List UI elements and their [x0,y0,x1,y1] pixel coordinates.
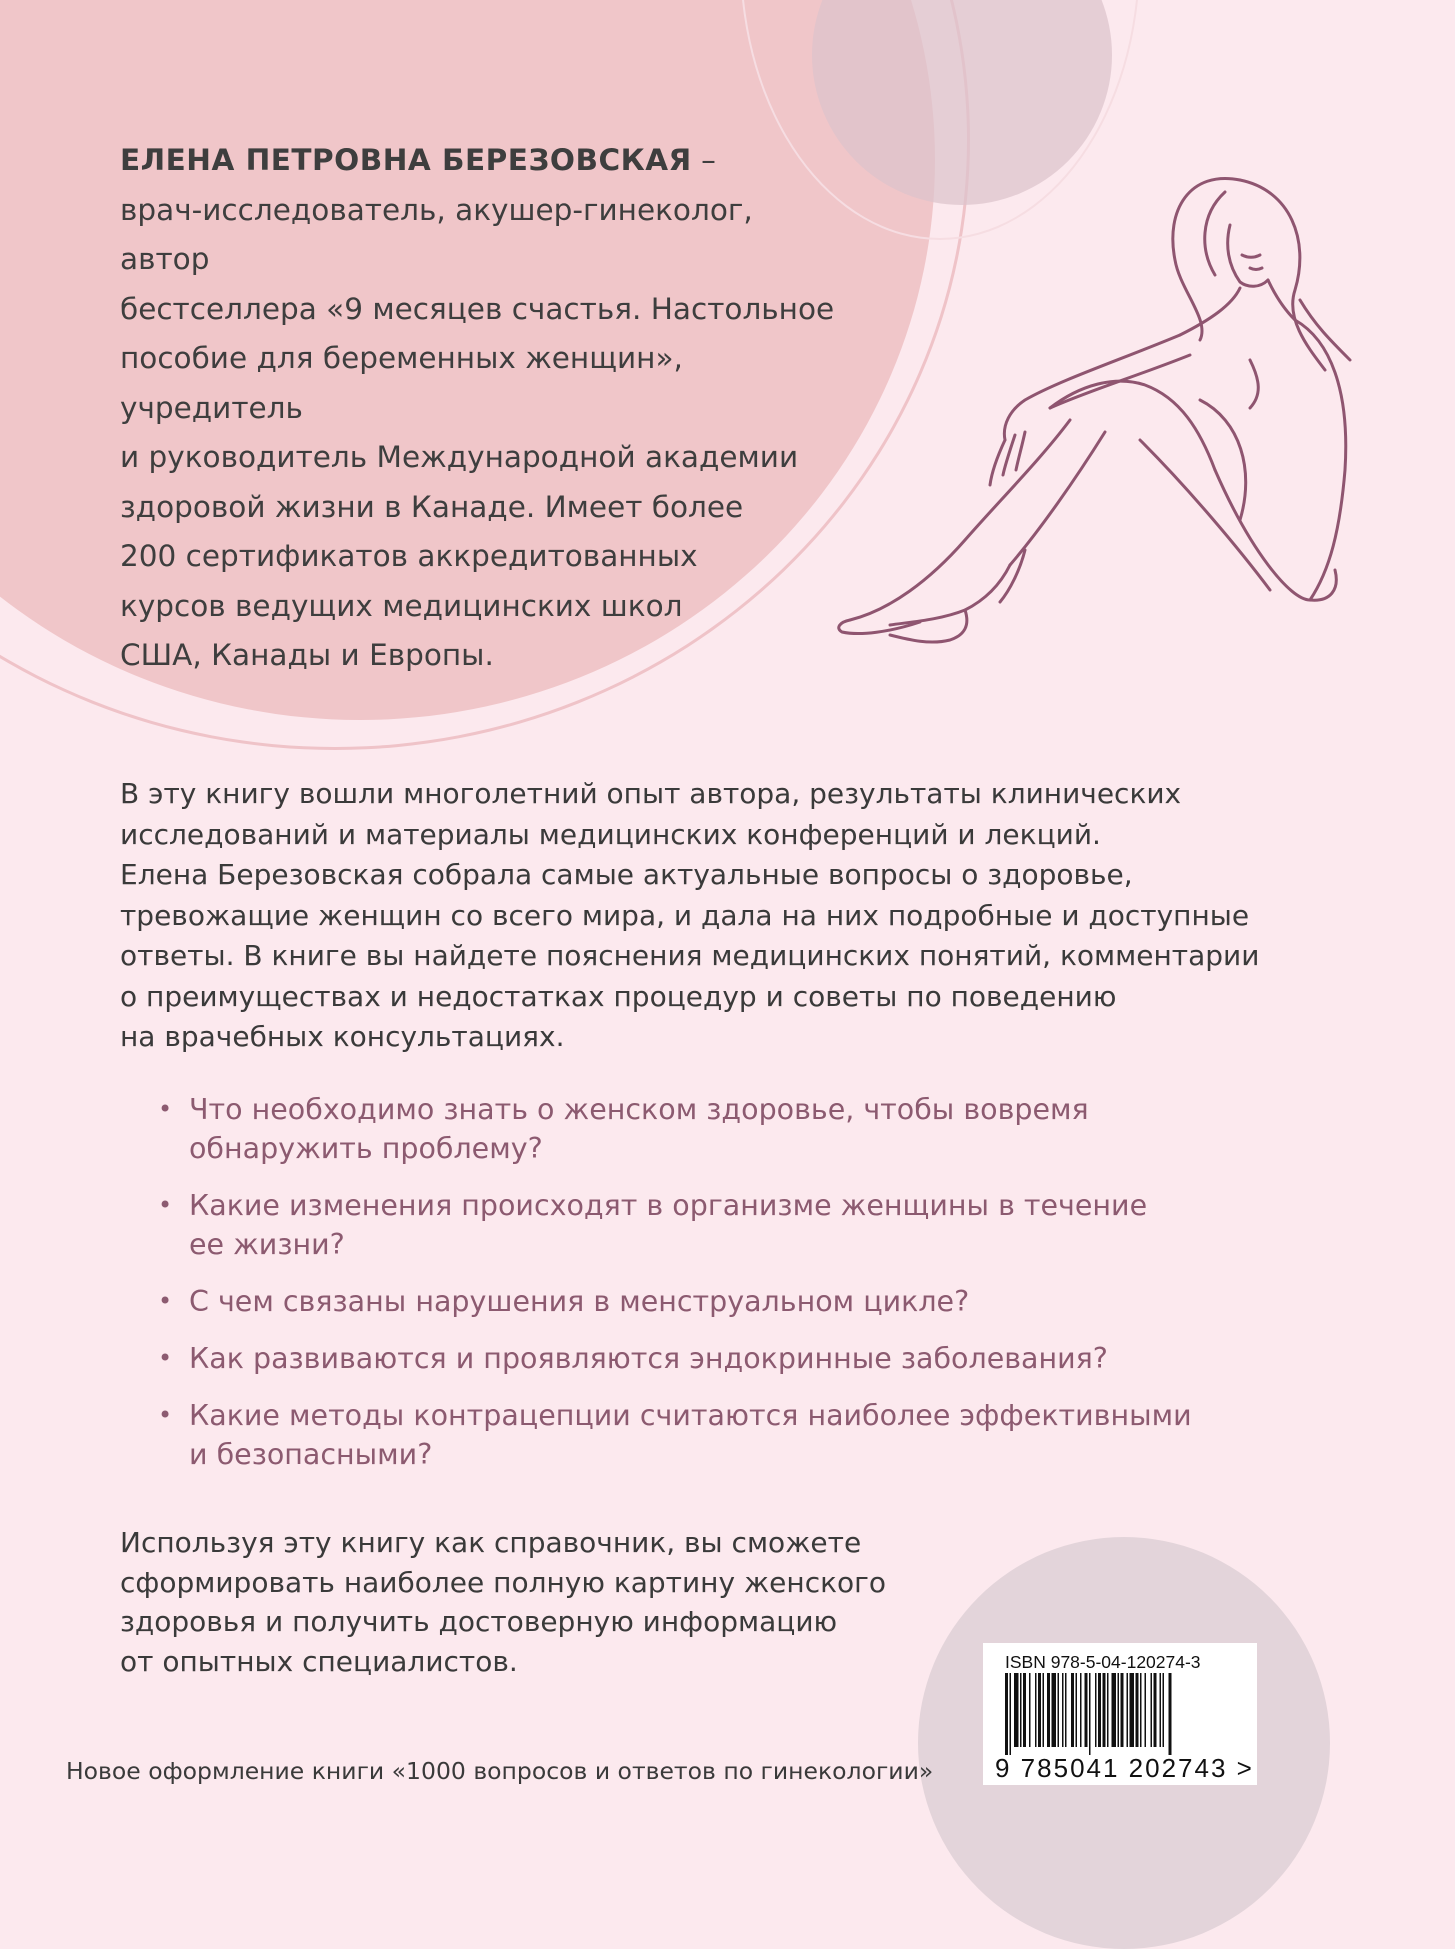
intro-line: ответы. В книге вы найдете пояснения медицинских понятий, комментарии [120,939,1260,972]
barcode-bar [1151,1673,1153,1747]
barcode-bar [1071,1673,1074,1747]
edition-note: Новое оформление книги «1000 вопросов и ответов по гинекологии» [66,1757,934,1785]
intro-line: о преимуществах и недостатках процедур и советы по поведению [120,979,1117,1013]
barcode-bar [1163,1673,1165,1747]
outro-line: от опытных специалистов. [120,1644,518,1678]
question-item [155,1186,1215,1264]
barcode-bar [1169,1673,1172,1755]
bio-line: США, Канады и Европы. [120,638,494,672]
bio-line: 200 сертификатов аккредитованных [120,539,698,573]
outro-line: здоровья и получить достоверную информацию [120,1605,838,1638]
question-line: ее жизни? [189,1228,345,1261]
author-heading [120,136,840,186]
author-name: ЕЛЕНА ПЕТРОВНА БЕРЕЗОВСКАЯ [120,143,692,177]
author-bio [120,136,840,681]
barcode-bar [1005,1673,1008,1755]
question-item [155,1396,1215,1474]
barcode-bar [1103,1673,1106,1747]
barcode-bar [1127,1673,1129,1747]
barcode-bar [1121,1673,1124,1747]
barcode-bar [1118,1673,1120,1747]
barcode-bar [1062,1673,1064,1747]
question-line: Что необходимо знать о женском здоровье, чтобы вовремя [189,1093,1089,1126]
questions-list [155,1090,1215,1492]
bullet-icon: • [158,1401,173,1429]
barcode-bar [1107,1673,1109,1747]
bio-line: курсов ведущих медицинских школ [120,588,683,623]
barcode-bar [1043,1673,1045,1747]
isbn-digits: 9 785041 202743 > [995,1753,1254,1783]
barcode-bar [1076,1673,1078,1747]
question-line: обнаружить проблему? [189,1132,543,1165]
question-item [155,1282,1215,1321]
barcode-bar [1010,1673,1012,1755]
question-line: С чем связаны нарушения в менструальном цикле? [189,1285,970,1318]
question-line: Какие методы контрацепции считаются наиболее эффективными [189,1399,1192,1432]
barcode-bar [1052,1673,1057,1747]
intro-paragraph [120,774,1260,1058]
barcode-bar [1112,1673,1117,1747]
barcode-bar [1047,1673,1050,1747]
intro-line: тревожащие женщин со всего мира, и дала на них подробные и доступные [120,898,1250,932]
question-item [155,1339,1215,1378]
barcode-bar [1095,1673,1097,1747]
barcode-bar [1014,1673,1019,1747]
barcode-bar [1065,1673,1067,1747]
barcode-bar [1035,1673,1037,1747]
bio-line: врач-исследователь, акушер-гинеколог, автор [120,192,753,276]
outro-line: сформировать наиболее полную картину женского [120,1565,886,1599]
outro-line: Используя эту книгу как справочник, вы сможете [120,1526,862,1559]
barcode-bar [1038,1673,1041,1747]
bullet-icon: • [158,1191,173,1219]
barcode-bar [1020,1673,1022,1747]
bio-line: здоровой жизни в Канаде. Имеет более [120,489,744,524]
barcode-bar [1085,1673,1088,1747]
intro-line: исследований и материалы медицинских конференций и лекций. [120,817,1101,851]
bullet-icon: • [158,1344,173,1372]
bio-line: бестселлера «9 месяцев счастья. Настольное [120,291,835,326]
barcode-bar [1160,1673,1162,1747]
barcode-icon [1003,1673,1243,1755]
barcode-bar [1145,1673,1147,1747]
isbn-label: ISBN 978-5-04-120274-3 [1005,1652,1201,1672]
bio-line: пособие для беременных женщин», учредитель [120,341,683,425]
bullet-icon: • [158,1287,173,1315]
intro-line: В эту книгу вошли многолетний опыт автора, результаты клинических [120,777,1182,810]
barcode-bar [1080,1673,1082,1747]
barcode-bar [1136,1673,1139,1747]
bullet-icon: • [158,1095,173,1123]
barcode-bar [1089,1673,1091,1755]
question-line: и безопасными? [189,1438,433,1471]
barcode-bar [1023,1673,1026,1747]
barcode-bar [1154,1673,1157,1747]
bio-line: и руководитель Международной академии [120,440,799,474]
question-line: Как развиваются и проявляются эндокринные заболевания? [189,1342,1108,1375]
barcode-bar [1140,1673,1142,1747]
intro-line: Елена Березовская собрала самые актуальные вопросы о здоровье, [120,858,1133,891]
barcode-bar [1130,1673,1135,1747]
seated-woman-line-art-icon [770,170,1370,750]
outro-paragraph [120,1523,920,1681]
author-dash: – [691,143,716,177]
barcode-box [983,1643,1257,1785]
question-item [155,1090,1215,1168]
barcode-bar [1058,1673,1060,1747]
intro-line: на врачебных консультациях. [120,1020,565,1053]
barcode-bar [1098,1673,1101,1747]
barcode-bar [1029,1673,1031,1747]
question-line: Какие изменения происходят в организме женщины в течение [189,1189,1148,1222]
